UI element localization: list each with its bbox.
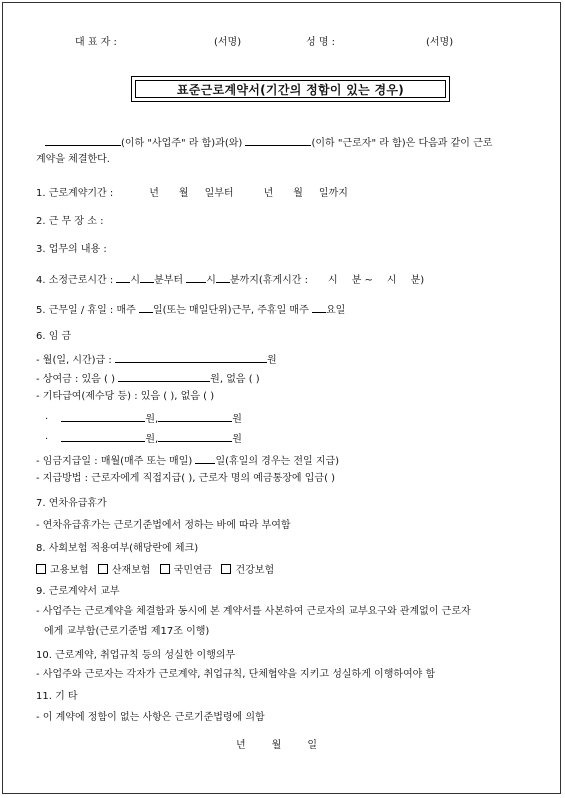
employment-insurance-checkbox[interactable] <box>36 564 46 574</box>
bonus: - 상여금 : 있음 ( ) 원, 없음 ( ) <box>36 371 260 386</box>
allowance-row-1: · 원, 원 <box>45 411 242 426</box>
workdays-holidays: 5. 근무일 / 휴일 : 매주 일(또는 매일단위)근무, 주휴일 매주 요일 <box>36 302 345 317</box>
contract-period: 1. 근로계약기간 : 년 월 일부터 년 월 일까지 <box>36 188 348 199</box>
job-description-label: 3. 업무의 내용 : <box>36 244 107 255</box>
wage-blank[interactable] <box>115 352 267 363</box>
social-insurance-label: 8. 사회보험 적용여부(해당란에 체크) <box>36 543 199 554</box>
representative-label: 대 표 자 : <box>75 37 117 48</box>
misc-text: - 이 계약에 정함이 없는 사항은 근로기준법령에 의함 <box>36 712 265 723</box>
payday: - 임금지급일 : 매월(매주 또는 매일) 일(휴일의 경우는 전일 지급) <box>36 453 339 468</box>
working-hours: 4. 소정근로시간 : 시 분부터 시 분까지(휴게시간 : 시 분 ~ 시 분) <box>36 272 424 287</box>
annual-leave-label: 7. 연차유급휴가 <box>36 498 107 509</box>
wage-section-label: 6. 임 금 <box>36 331 72 342</box>
allowance-row-2: · 원, 원 <box>45 431 242 446</box>
intro-line-2: 계약을 체결한다. <box>36 154 110 165</box>
social-insurance-options: 고용보험 산재보험 국민연금 건강보험 <box>36 564 274 577</box>
other-allowances: - 기타급여(제수당 등) : 있음 ( ), 없음 ( ) <box>36 391 215 402</box>
document-title: 표준근로계약서(기간의 정함이 있는 경우) <box>176 82 405 97</box>
representative-sign: (서명) <box>214 37 242 48</box>
signature-date: 년 월 일 <box>236 740 318 751</box>
misc-label: 11. 기 타 <box>36 691 78 702</box>
title-box <box>131 76 450 102</box>
payment-method: - 지급방법 : 근로자에게 직접지급( ), 근로자 명의 예금통장에 입금( ) <box>36 473 336 484</box>
contract-delivery-label: 9. 근로계약서 교부 <box>36 586 120 597</box>
workplace-label: 2. 근 무 장 소 : <box>36 216 104 227</box>
contract-delivery-line-1: - 사업주는 근로계약을 체결함과 동시에 본 계약서를 사본하여 근로자의 교부요구와 관계없이 근로자 <box>36 606 471 617</box>
duty-text: - 사업주와 근로자는 각자가 근로계약, 취업규칙, 단체협약을 지키고 성실하게 이행하여야 함 <box>36 669 436 680</box>
employer-blank[interactable] <box>45 135 121 146</box>
duty-label: 10. 근로계약, 취업규칙 등의 성실한 이행의무 <box>36 650 236 661</box>
payday-blank[interactable] <box>195 453 215 464</box>
annual-leave-text: - 연차유급휴가는 근로기준법에서 정하는 바에 따라 부여함 <box>36 520 291 531</box>
health-insurance-checkbox[interactable] <box>221 564 231 574</box>
name-sign: (서명) <box>426 37 454 48</box>
bonus-blank[interactable] <box>118 371 210 382</box>
intro-line-1: (이하 "사업주" 라 함)과(와) (이하 "근로자" 라 함)은 다음과 같이 근로 <box>45 135 492 150</box>
monthly-wage: - 월(일, 시간)급 : 원 <box>36 352 277 367</box>
national-pension-checkbox[interactable] <box>160 564 170 574</box>
industrial-accident-checkbox[interactable] <box>98 564 108 574</box>
contract-delivery-line-2: 에게 교부함(근로기준법 제17조 이행) <box>44 626 210 637</box>
worker-blank[interactable] <box>245 135 311 146</box>
name-label: 성 명 : <box>306 37 336 48</box>
